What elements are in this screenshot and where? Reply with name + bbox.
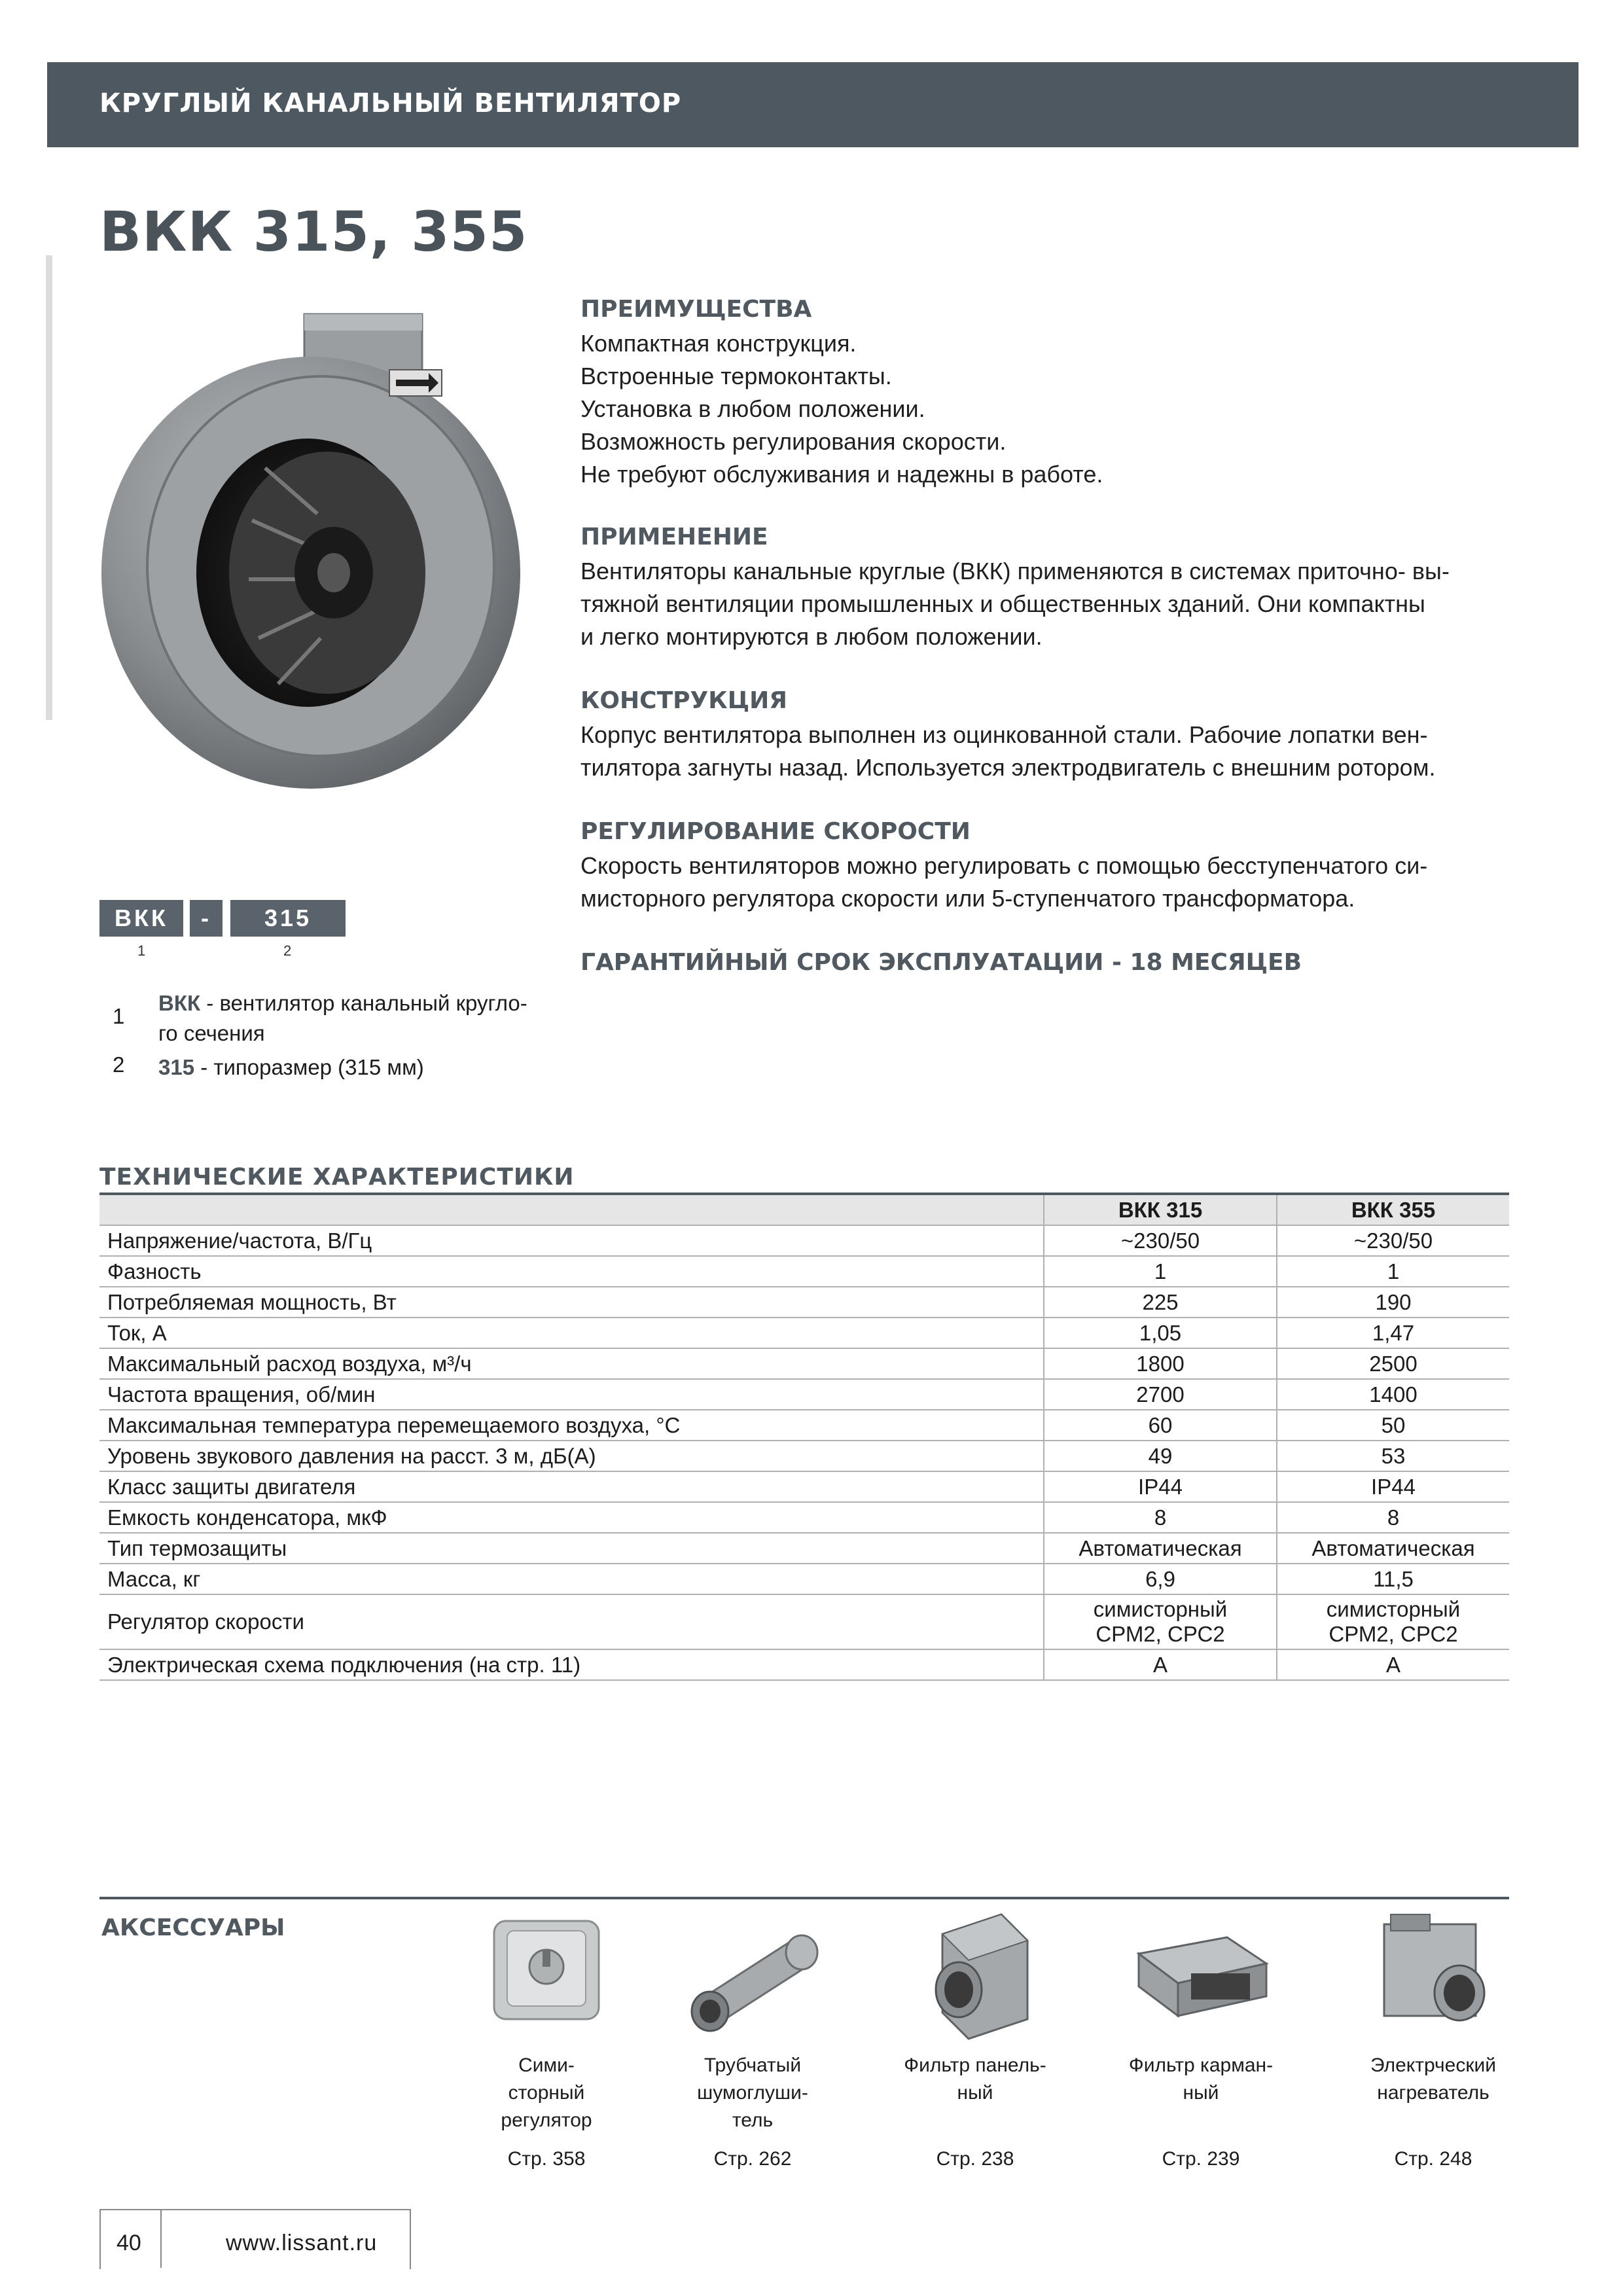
value-cell: 1,05 [1044,1318,1277,1348]
advantages-line: Не требуют обслуживания и надежны в работе. [580,461,1103,488]
value-cell: 1800 [1044,1348,1277,1379]
param-cell: Максимальная температура перемещаемого воздуха, °С [99,1410,1044,1441]
value-cell: 225 [1044,1287,1277,1318]
table-row [99,1287,1509,1318]
value-cell: А [1277,1649,1509,1680]
speed-control-line: Скорость вентиляторов можно регулировать с помощью бесступенчатого си- [580,852,1428,879]
table-row [99,1594,1509,1649]
speed-control-heading: РЕГУЛИРОВАНИЕ СКОРОСТИ [580,818,971,845]
footer-divider [160,2209,162,2268]
fan-product-image [101,298,533,815]
warranty-heading: ГАРАНТИЙНЫЙ СРОК ЭКСПЛУАТАЦИИ - 18 МЕСЯЦЕВ [580,949,1302,976]
advantages-text [580,327,1510,491]
tech-specs-title: ТЕХНИЧЕСКИЕ ХАРАКТЕРИСТИКИ [99,1164,575,1191]
construction-text [580,719,1510,784]
accessory-page-heater: Стр. 248 [1394,2148,1472,2170]
value-cell: ~230/50 [1044,1225,1277,1256]
param-cell: Класс защиты двигателя [99,1471,1044,1502]
accessory-item-panel-filter [877,1901,1073,2107]
code-position-1: 1 [137,942,146,959]
value-cell: ~230/50 [1277,1225,1509,1256]
value-cell: 11,5 [1277,1564,1509,1594]
table-row [99,1441,1509,1471]
param-cell: Частота вращения, об/мин [99,1379,1044,1410]
value-cell: IP44 [1277,1471,1509,1502]
value-cell: 1,47 [1277,1318,1509,1348]
accessory-name: Электрческий [1370,2054,1496,2076]
accessory-item-silencer [654,1901,851,2134]
code-box-dash: - [190,900,223,937]
table-header-row [99,1195,1509,1225]
table-row [99,1649,1509,1680]
accessory-item-regulator [448,1901,645,2134]
legend-item-1 [158,988,527,1049]
accessory-name: Сими- [518,2054,575,2076]
column-header-vkk355: ВКК 355 [1277,1195,1509,1225]
table-row [99,1379,1509,1410]
construction-line: Корпус вентилятора выполнен из оцинкованной стали. Рабочие лопатки вен- [580,721,1428,748]
accessory-name: Фильтр панель- [904,2054,1046,2076]
accessory-name: нагреватель [1377,2082,1489,2104]
table-row [99,1225,1509,1256]
accessory-page-regulator: Стр. 358 [507,2148,586,2170]
table-row [99,1533,1509,1564]
accessory-name: регулятор [501,2109,592,2131]
construction-heading: КОНСТРУКЦИЯ [580,687,787,714]
silencer-image [681,1901,825,2045]
value-line: СРМ2, СРС2 [1329,1622,1458,1646]
value-cell: 8 [1044,1502,1277,1533]
value-line: СРМ2, СРС2 [1096,1622,1225,1646]
speed-control-text [580,850,1510,915]
accessories-title: АКСЕССУАРЫ [101,1914,285,1941]
column-header-vkk315: ВКК 315 [1044,1195,1277,1225]
value-cell: IP44 [1044,1471,1277,1502]
pocket-filter-image [1129,1901,1273,2045]
value-cell: 49 [1044,1441,1277,1471]
heater-image [1361,1901,1505,2045]
value-cell [1277,1594,1509,1649]
param-cell: Фазность [99,1256,1044,1287]
param-cell: Тип термозащиты [99,1533,1044,1564]
advantages-heading: ПРЕИМУЩЕСТВА [580,296,812,323]
value-line: симисторный [1326,1597,1461,1621]
legend-index-2: 2 [113,1052,125,1077]
param-cell: Уровень звукового давления на расст. 3 м, дБ(А) [99,1441,1044,1471]
application-text [580,555,1510,653]
section-title: КРУГЛЫЙ КАНАЛЬНЫЙ ВЕНТИЛЯТОР [99,88,682,118]
value-cell: 1 [1044,1256,1277,1287]
param-cell: Потребляемая мощность, Вт [99,1287,1044,1318]
value-cell: Автоматическая [1044,1533,1277,1564]
application-line: тяжной вентиляции промышленных и общественных зданий. Они компактны [580,590,1425,617]
legend-index-1: 1 [113,1004,125,1028]
header-bar [47,62,1578,147]
application-heading: ПРИМЕНЕНИЕ [580,524,768,550]
panel-filter-image [903,1901,1047,2045]
construction-line: тилятора загнуты назад. Используется электродвигатель с внешним ротором. [580,754,1436,781]
accessory-name: Трубчатый [704,2054,802,2076]
legend-key-2: 315 [158,1055,195,1079]
table-row [99,1410,1509,1441]
table-row [99,1318,1509,1348]
side-rule [46,255,52,720]
value-cell: 1 [1277,1256,1509,1287]
param-cell: Регулятор скорости [99,1594,1044,1649]
value-cell: 6,9 [1044,1564,1277,1594]
legend-item-2 [158,1052,424,1083]
legend-text-1: - вентилятор канальный кругло- [200,991,527,1015]
table-row [99,1502,1509,1533]
accessory-item-pocket-filter [1103,1901,1299,2107]
accessory-name: шумоглуши- [697,2082,808,2104]
value-cell: 2500 [1277,1348,1509,1379]
value-line: симисторный [1093,1597,1228,1621]
accessory-item-heater [1335,1901,1531,2107]
param-cell: Емкость конденсатора, мкФ [99,1502,1044,1533]
legend-text-2: - типоразмер (315 мм) [194,1055,424,1079]
advantages-line: Встроенные термоконтакты. [580,363,892,389]
code-box-series: ВКК [99,900,183,937]
accessory-page-pocket-filter: Стр. 239 [1162,2148,1240,2170]
value-cell: А [1044,1649,1277,1680]
legend-key-1: ВКК [158,991,201,1015]
value-cell: Автоматическая [1277,1533,1509,1564]
accessory-name: ный [957,2082,993,2104]
param-cell: Электрическая схема подключения (на стр. 11) [99,1649,1044,1680]
value-cell: 60 [1044,1410,1277,1441]
value-cell: 1400 [1277,1379,1509,1410]
param-cell: Напряжение/частота, В/Гц [99,1225,1044,1256]
accessory-name: Фильтр карман- [1128,2054,1274,2076]
value-cell: 2700 [1044,1379,1277,1410]
speed-control-line: мисторного регулятора скорости или 5-ступенчатого трансформатора. [580,885,1355,912]
tech-specs-table [99,1195,1509,1681]
application-line: Вентиляторы канальные круглые (ВКК) применяются в системах приточно- вы- [580,558,1450,584]
code-position-2: 2 [283,942,292,959]
application-line: и легко монтируются в любом положении. [580,623,1043,650]
footer-url-link[interactable]: www.lissant.ru [226,2231,378,2255]
accessory-name: ный [1183,2082,1219,2104]
accessories-rule [99,1897,1509,1899]
advantages-line: Возможность регулирования скорости. [580,428,1007,455]
value-cell: 53 [1277,1441,1509,1471]
value-cell: 8 [1277,1502,1509,1533]
page-title: ВКК 315, 355 [99,200,528,264]
value-cell [1044,1594,1277,1649]
accessory-name: сторный [508,2082,585,2104]
accessory-page-silencer: Стр. 262 [713,2148,792,2170]
table-row [99,1256,1509,1287]
table-row [99,1564,1509,1594]
table-row [99,1471,1509,1502]
param-cell: Ток, А [99,1318,1044,1348]
accessory-page-panel-filter: Стр. 238 [936,2148,1014,2170]
table-header-blank [99,1195,1044,1225]
value-cell: 50 [1277,1410,1509,1441]
table-row [99,1348,1509,1379]
page-number: 40 [116,2231,141,2255]
param-cell: Максимальный расход воздуха, м³/ч [99,1348,1044,1379]
accessory-name: тель [732,2109,774,2131]
code-box-size: 315 [230,900,346,937]
param-cell: Масса, кг [99,1564,1044,1594]
advantages-line: Компактная конструкция. [580,330,857,357]
value-cell: 190 [1277,1287,1509,1318]
regulator-image [474,1901,618,2045]
legend-text-1b: го сечения [158,1021,265,1045]
advantages-line: Установка в любом положении. [580,395,925,422]
